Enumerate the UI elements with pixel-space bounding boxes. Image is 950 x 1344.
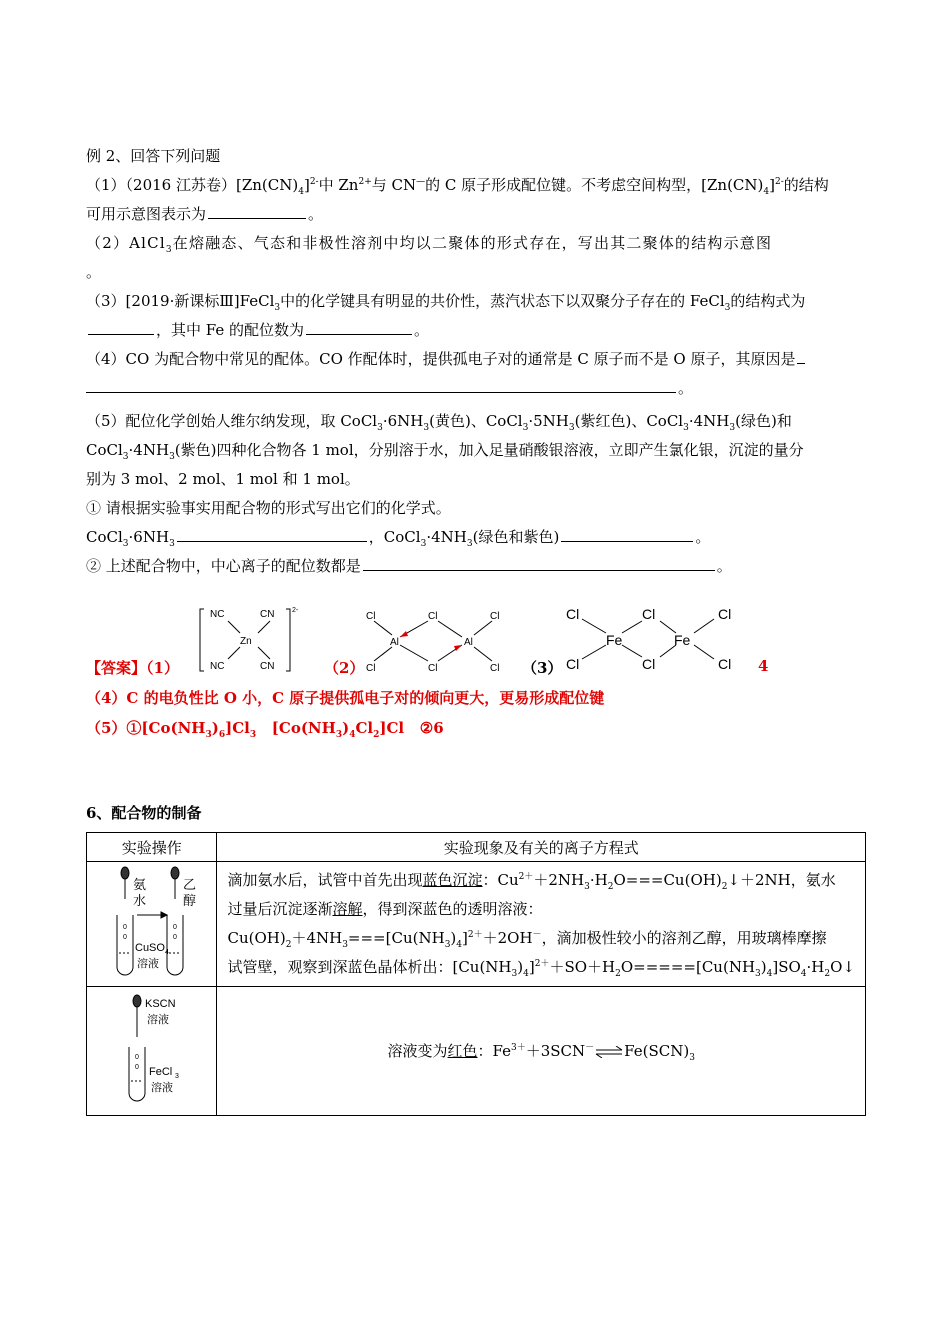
question-5: （5）配位化学创始人维尔纳发现，取 $CoCl_3\cdot 6NH_3$(黄色)、$CoCl_3\cdot 5NH_3$(紫红色)、$CoCl_3\cdot 4NH_3$(绿色)和 (86, 412, 792, 433)
figure-label: 醇 (182, 893, 196, 908)
answer-blank[interactable] (363, 555, 715, 571)
answer-3-label: （3） (522, 659, 563, 677)
answer-label: 【答案】 (86, 659, 147, 677)
answer-3-value: 4 (758, 657, 769, 675)
figure-label: KSCN (144, 998, 176, 1010)
answer-blank[interactable] (177, 526, 367, 542)
question-5-line3: 别为 3 mol、2 mol、1 mol 和 1 mol。 (86, 470, 360, 488)
question-5-line2: $CoCl_3\cdot 4NH_3$(紫色)四种化合物各 1 mol，分别溶于水，加入足量硝酸银溶液，立即产生氯化银，沉淀的量分 (86, 441, 804, 462)
figure-label: 4 (164, 949, 169, 956)
fe-center: Fe (606, 632, 623, 648)
question-2: （2）AlCl$_3$在熔融态、气态和非极性溶剂中均以二聚体的形式存在，写出其二聚体的结构示意图 (86, 234, 773, 255)
zn-ligand: NC (210, 609, 225, 620)
question-2-cont: 。 (86, 263, 102, 281)
table-row (87, 987, 866, 1116)
zn-center: Zn (240, 636, 252, 647)
answer-blank[interactable] (86, 377, 676, 393)
section-title: 6、配合物的制备 (86, 804, 202, 822)
figure-label: 氨 (132, 877, 146, 892)
fe2cl6-structure (564, 605, 744, 673)
fe-cl: Cl (642, 656, 656, 672)
figure-label: 乙 (182, 877, 196, 892)
experiment-description: 溶液变为红色：$Fe^{3+}+3SCN^-$ $Fe(SCN)_3$ (217, 987, 866, 1116)
answer-line-1: 【答案】（1） (86, 659, 179, 677)
document-page (86, 142, 866, 1094)
figure-label: FeCl (148, 1066, 172, 1078)
fe-cl: Cl (718, 656, 732, 672)
question-3: （3）[2019·新课标Ⅲ]FeCl$_3$中的化学键具有明显的共价性，蒸汽状态下以双聚分子存在的 FeCl$_3$的结构式为 (86, 292, 806, 313)
answer-blank[interactable] (797, 348, 805, 364)
svg-text:0: 0 (122, 934, 127, 941)
svg-text:0: 0 (134, 1054, 139, 1061)
answer-blank[interactable] (306, 319, 412, 335)
table-header-row (87, 833, 866, 862)
experiment-figure-cell (87, 987, 217, 1116)
fe-cl: Cl (566, 656, 580, 672)
al-cl: Cl (366, 611, 376, 622)
svg-text:0: 0 (122, 924, 127, 931)
figure-label: 溶液 (150, 1082, 173, 1094)
question-5-1: ① 请根据实验事实用配合物的形式写出它们的化学式。 (86, 499, 451, 517)
figure-label: 水 (132, 893, 146, 908)
zn-ligand: NC (210, 661, 225, 672)
question-1: （1）（2016 江苏卷）$[Zn(CN)_4]^{2-}$中 $Zn^{2+}$与 CN—的 C 原子形成配位键。不考虑空间构型，$[Zn(CN)_4]^{2-}$的结构 (86, 176, 829, 197)
answer-line-4: （4）C 的电负性比 O 小，C 原子提供孤电子对的倾向更大，更易形成配位键 (86, 689, 605, 707)
al-cl: Cl (490, 611, 500, 622)
fe-cl: Cl (718, 606, 732, 622)
question-1-cont: 可用示意图表示为 。 (86, 205, 324, 223)
svg-text:0: 0 (172, 924, 177, 931)
ammonia-ethanol-test-tube-figure (97, 863, 207, 981)
al-cl: Cl (366, 663, 376, 673)
answer-blank[interactable] (88, 319, 154, 335)
zn-ligand: CN (260, 661, 275, 672)
zn-charge: 2- (292, 607, 299, 614)
al-center: Al (390, 637, 399, 648)
question-3-cont: ，其中 Fe 的配位数为 。 (86, 316, 866, 345)
question-5-1-blanks: $CoCl_3\cdot 6NH_3$ ，$CoCl_3\cdot 4NH_3$(绿色和紫色) 。 (86, 528, 711, 549)
figure-label: 溶液 (146, 1014, 169, 1026)
svg-text:0: 0 (172, 934, 177, 941)
figure-label: 3 (174, 1073, 179, 1080)
answer-blank[interactable] (561, 526, 693, 542)
figure-label: 溶液 (136, 958, 159, 970)
al2cl6-structure (362, 607, 512, 673)
al-cl: Cl (428, 611, 438, 622)
example-title: 例 2、回答下列问题 (86, 147, 221, 165)
al-cl: Cl (428, 663, 438, 673)
question-4: （4）CO 为配合物中常见的配体。CO 作配体时，提供孤电子对的通常是 C 原子而不是 O 原子，其原因是 (86, 345, 866, 374)
experiment-description: 滴加氨水后，试管中首先出现蓝色沉淀：$Cu^{2+}+2NH_3\cdot H_2O===Cu(OH)_2↓+2NH$，氨水 过量后沉淀逐渐溶解，得到深蓝色的透明溶液： $Cu(OH)_2+4NH_3===[Cu(NH_3)_4]^{2+}+2OH^-$，滴加极性较小的溶剂乙醇，用玻璃棒摩擦 试管壁，观察到深蓝色晶体析出：$[Cu(NH_3)_4]^{2+}+SO+H_2O=====[Cu(NH_3)_4]SO_4\cdot H_2O↓$ (217, 862, 866, 987)
preparation-table (86, 832, 866, 1116)
fe-cl: Cl (566, 606, 580, 622)
answer-block (86, 603, 866, 763)
figure-label: CuSO (134, 942, 165, 954)
table-header: 实验操作 (87, 833, 217, 862)
question-4-cont: 。 (86, 374, 866, 403)
svg-text:0: 0 (134, 1064, 139, 1071)
zn-ligand: CN (260, 609, 275, 620)
table-header: 实验现象及有关的离子方程式 (217, 833, 866, 862)
answer-blank[interactable] (208, 203, 306, 219)
fe-center: Fe (674, 632, 691, 648)
question-5-2: ② 上述配合物中，中心离子的配位数都是 。 (86, 557, 732, 575)
al-center: Al (464, 637, 473, 648)
kscn-fecl3-test-tube-figure (107, 991, 197, 1107)
zn-cn4-structure (198, 603, 310, 677)
reversible-arrow-icon (594, 1046, 624, 1058)
answer-line-5: $(5)①[Co(NH_3)_6]Cl_3$ $[Co(NH_3)_4Cl_2]Cl$ ②6 (86, 719, 444, 740)
al-cl: Cl (490, 663, 500, 673)
table-row (87, 862, 866, 987)
experiment-figure-cell (87, 862, 217, 987)
fe-cl: Cl (642, 606, 656, 622)
answer-2-label: （2） (324, 659, 365, 677)
